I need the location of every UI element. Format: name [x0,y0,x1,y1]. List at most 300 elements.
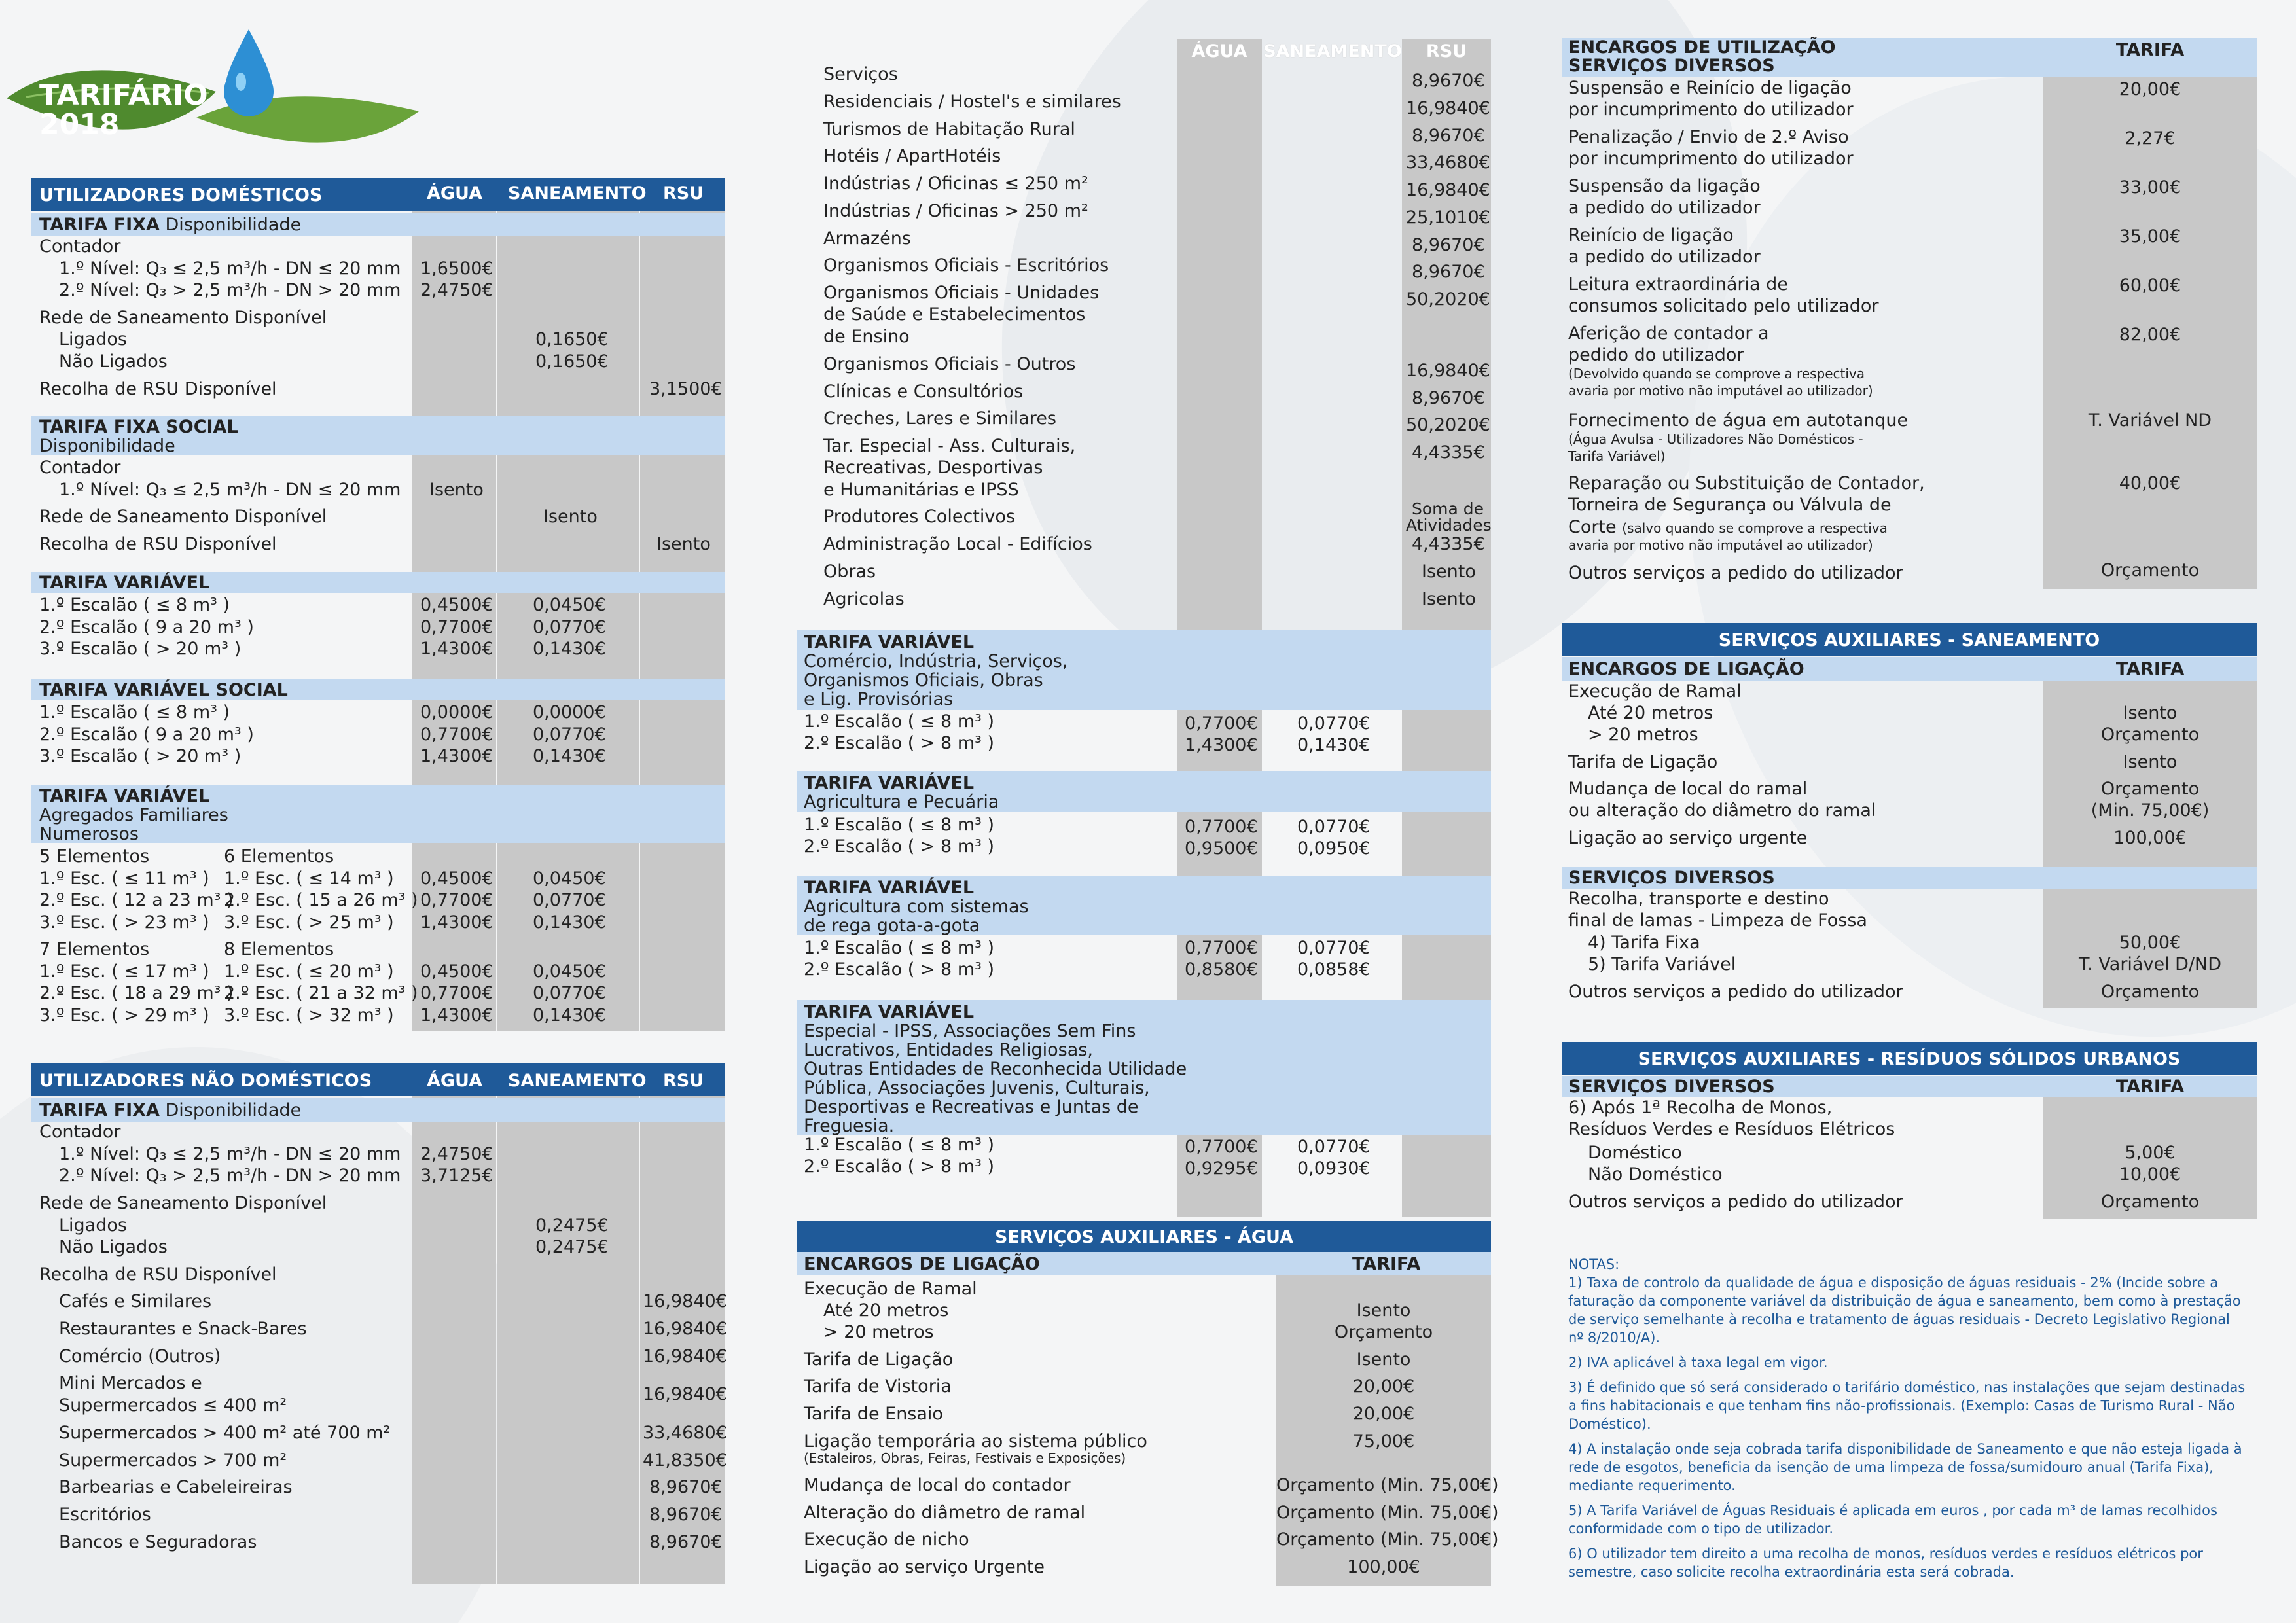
rsu-item-label: Organismos Oficiais - Escritórios [823,255,1109,276]
row-label: 2.º Escalão ( > 8 m³ ) [804,733,995,753]
row-note: (Água Avulsa - Utilizadores Não Domésticos - [1568,431,1863,447]
section-title: TARIFA VARIÁVEL [804,1002,975,1022]
row-label: consumos solicitado pelo utilizador [1568,296,1879,316]
tarifa-value: 100,00€ [2113,828,2187,848]
tarifa-value: Isento [2123,703,2178,723]
note-line: 4) A instalação onde seja cobrada tarifa disponibilidade de Saneamento e que não esteja ligada à [1568,1441,2242,1457]
rsu-value: 8,9670€ [1412,126,1485,146]
section-title: TARIFA VARIÁVEL [804,632,975,652]
section-title: ENCARGOS DE LIGAÇÃO [1568,659,1804,679]
rsu-value: 4,4335€ [1412,442,1485,463]
tarifa-value: 33,00€ [2119,177,2181,198]
group-label: 5 Elementos [39,846,150,866]
rsu-value: 16,9840€ [643,1291,727,1311]
tarifa-value: 20,00€ [1352,1404,1415,1424]
row-label: Até 20 metros [823,1300,949,1321]
row-label: Contador [39,457,121,478]
rsu-item-label: Obras [823,562,876,582]
section-title: SERVIÇOS DIVERSOS [1568,1077,1775,1097]
rsu-item-label: Administração Local - Edifícios [823,534,1092,554]
rsu-value: Atividades [1406,516,1492,535]
agua-value: 1,4300€ [1185,735,1258,755]
tarifa-header: TARIFA [2115,40,2185,60]
tarifa-value: Orçamento [2100,724,2200,745]
note-line: a fins habitacionais e que tenham fins não-profissionais. (Exemplo: Casas de Turismo Rural - Não [1568,1398,2235,1414]
section-title [39,214,301,236]
aux-agua-title: SERVIÇOS AUXILIARES - ÁGUA [995,1227,1293,1247]
saneamento-value: 0,1650€ [535,329,609,349]
section-subtitle: Freguesia. [804,1116,895,1136]
agua-value: 0,4500€ [420,868,493,889]
row-label: Recolha de RSU Disponível [39,534,277,554]
group-label: 8 Elementos [224,939,334,959]
tarifa-value: 5,00€ [2125,1143,2176,1163]
row-label: Rede de Saneamento Disponível [39,308,327,328]
section-title: TARIFA VARIÁVEL [804,773,975,793]
row-label: Fornecimento de água em autotanque [1568,410,1909,431]
rsu-item-label: Supermercados ≤ 400 m² [59,1395,287,1416]
note-item [1568,1353,2257,1372]
rsu-value: Isento [1422,562,1476,582]
saneamento-value: 0,1650€ [535,351,609,372]
agua-value: 1,6500€ [420,259,493,279]
tarifa-value: 100,00€ [1347,1557,1420,1577]
row-label: Resíduos Verdes e Resíduos Elétricos [1568,1119,1895,1139]
row-label: pedido do utilizador [1568,345,1744,365]
saneamento-value: 0,0770€ [1297,938,1371,958]
row-label: 1.º Escalão ( ≤ 8 m³ ) [804,938,995,958]
row-label: 6) Após 1ª Recolha de Monos, [1568,1097,1833,1118]
tarifa-value: Orçamento [2100,779,2200,799]
tarifa-value: 75,00€ [1352,1431,1415,1452]
section-title: ENCARGOS DE LIGAÇÃO [804,1254,1040,1274]
row-label: Contador [39,1122,121,1142]
row-label: final de lamas - Limpeza de Fossa [1568,910,1867,931]
row-label: por incumprimento do utilizador [1568,99,1854,120]
agua-header: ÁGUA [427,1071,483,1091]
row-label: Leitura extraordinária de [1568,274,1788,294]
section-title: TARIFA VARIÁVEL [804,878,975,898]
agua-value: 0,4500€ [420,595,493,615]
rsu-value: 16,9840€ [1406,98,1490,118]
agua-value: 0,7700€ [420,724,493,745]
rsu-item-label: Creches, Lares e Similares [823,408,1056,429]
saneamento-header: SANEAMENTO [508,183,647,204]
rsu-value: 50,2020€ [1406,415,1490,435]
tarifa-value: 10,00€ [2119,1164,2181,1185]
saneamento-value: 0,0770€ [533,983,606,1003]
rsu-item-label: Turismos de Habitação Rural [823,119,1075,139]
tarifa-value: 2,27€ [2125,128,2176,149]
row-note: (Estaleiros, Obras, Feiras, Festivais e Exposições) [804,1450,1126,1466]
tarifa-header: TARIFA [2115,1077,2185,1097]
note-item [1568,1440,2257,1495]
row-note: (Devolvido quando se comprove a respectiva [1568,366,1865,382]
rsu-item-label: Supermercados > 400 m² até 700 m² [59,1423,391,1443]
row-label: Outros serviços a pedido do utilizador [1568,563,1903,583]
rsu-item-label: Barbearias e Cabeleireiras [59,1477,293,1497]
saneamento-column [497,1063,639,1584]
row-label: Mudança de local do contador [804,1475,1071,1495]
tarifa-header: TARIFA [2115,659,2185,679]
tarifa-value: T. Variável ND [2088,410,2212,431]
saneamento-value: 0,0770€ [533,724,606,745]
section-subtitle: Disponibilidade [165,1100,302,1120]
section-title: TARIFA VARIÁVEL [39,573,210,593]
row-label: Reparação ou Substituição de Contador, [1568,473,1925,493]
row-label: Aferição de contador a [1568,323,1769,344]
rsu-value: 8,9670€ [1412,262,1485,282]
tarifa-value: Orçamento [2100,982,2200,1002]
row-label: > 20 metros [1588,724,1698,745]
rsu-value: 8,9670€ [1412,235,1485,255]
tarifa-value: 40,00€ [2119,473,2181,493]
agua-value: 0,7700€ [420,617,493,637]
rsu-item-label: de Saúde e Estabelecimentos [823,304,1086,325]
rsu-item-label: Restaurantes e Snack-Bares [59,1319,307,1339]
row-label: > 20 metros [823,1322,934,1342]
row-label: 1.º Esc. ( ≤ 20 m³ ) [224,961,394,982]
row-label: 2.º Escalão ( > 8 m³ ) [804,959,995,980]
section-subtitle: Especial - IPSS, Associações Sem Fins [804,1021,1136,1041]
saneamento-value: 0,0450€ [533,961,606,982]
tarifa-value: 50,00€ [2119,933,2181,953]
rsu-value: 8,9670€ [649,1532,723,1552]
row-label: 2.º Escalão ( 9 a 20 m³ ) [39,724,254,745]
rsu-item-label: Tar. Especial - Ass. Culturais, [823,436,1076,456]
row-label: 2.º Escalão ( > 8 m³ ) [804,836,995,857]
row-label: 1.º Escalão ( ≤ 8 m³ ) [804,1135,995,1155]
agua-value: 1,4300€ [420,639,493,659]
row-label: Tarifa de Ligação [1568,752,1718,772]
rsu-value: 8,9670€ [649,1505,723,1525]
row-label: Ligação temporária ao sistema público [804,1431,1147,1452]
row-label [1568,516,1888,539]
section-title-text: TARIFA FIXA [39,215,160,235]
agua-value: 0,7700€ [1185,938,1258,958]
row-label: Alteração do diâmetro de ramal [804,1503,1086,1523]
rsu-item-label: Produtores Colectivos [823,507,1015,527]
note-line: 1) Taxa de controlo da qualidade de água e disposição de águas residuais - 2% (Incide sobre a [1568,1275,2219,1291]
row-label: Não Ligados [59,1237,168,1257]
tarifa-value: (Min. 75,00€) [2090,800,2210,821]
notes-title: NOTAS: [1568,1257,1620,1272]
tarifa-value: Orçamento [2100,560,2200,580]
rsu-item-label: Serviços [823,64,898,84]
saneamento-value: 0,0770€ [533,890,606,910]
tarifa-value: Isento [1356,1349,1411,1370]
note-line: 5) A Tarifa Variável de Águas Residuais é aplicada em euros , por cada m³ de lamas recolhidos [1568,1503,2217,1518]
rsu-value: 16,9840€ [1406,180,1490,200]
section-title: SERVIÇOS DIVERSOS [1568,56,1775,76]
row-label: Ligados [59,329,127,349]
rsu-value: 16,9840€ [643,1384,727,1404]
row-label: 3.º Escalão ( > 20 m³ ) [39,639,242,659]
saneamento-value: 0,0000€ [533,702,606,722]
row-label: Execução de Ramal [1568,681,1742,702]
row-label: Outros serviços a pedido do utilizador [1568,982,1903,1002]
row-label: 3.º Esc. ( > 29 m³ ) [39,1005,209,1026]
rsu-item-label: Organismos Oficiais - Outros [823,354,1076,374]
rsu-value: Soma de [1412,499,1484,518]
section-subtitle: Disponibilidade [39,436,175,456]
tarifa-value: 35,00€ [2119,226,2181,247]
row-label: Não Ligados [59,351,168,372]
section-subtitle: de rega gota-a-gota [804,916,980,936]
row-label: Rede de Saneamento Disponível [39,507,327,527]
section-subtitle: Lucrativos, Entidades Religiosas, [804,1040,1093,1060]
row-label: 5) Tarifa Variável [1588,954,1736,974]
agua-value: 0,7700€ [1185,1137,1258,1157]
agua-column [412,1063,496,1584]
saneamento-header: SANEAMENTO [508,1071,647,1091]
rsu-item-label: Armazéns [823,228,911,249]
rsu-item-label: e Humanitárias e IPSS [823,480,1019,500]
rsu-item-label: Comércio (Outros) [59,1346,221,1366]
note-line: faturação da componente variável da distribuição de água e saneamento, bem como à prestação [1568,1293,2241,1309]
agua-header: ÁGUA [427,183,483,204]
row-label: Doméstico [1588,1143,1682,1163]
note-line: 2) IVA aplicável à taxa legal em vigor. [1568,1355,1828,1370]
rsu-value: 8,9670€ [1412,388,1485,408]
rsu-value: Isento [656,534,711,554]
row-note: Tarifa Variável) [1568,448,1666,464]
row-label: 1.º Escalão ( ≤ 8 m³ ) [39,702,230,722]
note-line: Doméstico). [1568,1416,1651,1432]
saneamento-header: SANEAMENTO [1263,41,1402,62]
saneamento-value: 0,0858€ [1297,959,1371,980]
agua-value: Isento [429,480,484,500]
saneamento-value: 0,0770€ [1297,817,1371,837]
rsu-item-label: Agricolas [823,589,905,609]
rsu-header: RSU [663,1071,704,1091]
rsu-item-label: Bancos e Seguradoras [59,1532,257,1552]
saneamento-value: 0,0770€ [533,617,606,637]
aux-saneamento-title: SERVIÇOS AUXILIARES - SANEAMENTO [1718,630,2100,651]
rsu-value: 4,4335€ [1412,534,1485,554]
section-title: SERVIÇOS DIVERSOS [1568,868,1775,888]
agua-header: ÁGUA [1191,41,1247,62]
row-label: 1.º Nível: Q₃ ≤ 2,5 m³/h - DN ≤ 20 mm [59,259,401,279]
tarifa-value: 20,00€ [1352,1376,1415,1397]
row-label: Recolha, transporte e destino [1568,889,1829,909]
row-label: a pedido do utilizador [1568,247,1761,267]
row-label: 1.º Nível: Q₃ ≤ 2,5 m³/h - DN ≤ 20 mm [59,480,401,500]
rsu-item-label: Clínicas e Consultórios [823,382,1024,402]
rsu-value: 25,1010€ [1406,207,1490,228]
rsu-item-label: de Ensino [823,327,910,347]
rsu-value: 33,4680€ [643,1423,727,1443]
tarifa-value: Isento [1356,1300,1411,1321]
row-label: Outros serviços a pedido do utilizador [1568,1192,1903,1212]
row-label: Contador [39,236,121,257]
note-line: 3) É definido que só será considerado o tarifário doméstico, nas instalações que sejam destinadas [1568,1380,2246,1395]
row-label: Execução de Ramal [804,1279,977,1299]
rsu-value: 50,2020€ [1406,289,1490,310]
note-line: mediante requerimento. [1568,1478,1736,1493]
rsu-header: RSU [663,183,704,204]
row-label: 3.º Escalão ( > 20 m³ ) [39,746,242,766]
saneamento-value: 0,0450€ [533,595,606,615]
row-label: Ligação ao serviço Urgente [804,1557,1045,1577]
row-label: Não Doméstico [1588,1164,1723,1185]
row-label: 1.º Escalão ( ≤ 8 m³ ) [804,815,995,835]
row-label: ou alteração do diâmetro do ramal [1568,800,1876,821]
rsu-item-label: Supermercados > 700 m² [59,1450,287,1471]
section-subtitle: Outras Entidades de Reconhecida Utilidade [804,1059,1187,1079]
rsu-value: 41,8350€ [643,1450,727,1471]
domestic-header-label: UTILIZADORES DOMÉSTICOS [39,185,323,205]
rsu-item-label: Hotéis / ApartHotéis [823,146,1001,166]
row-label: 2.º Escalão ( > 8 m³ ) [804,1156,995,1177]
rsu-value: Isento [1422,589,1476,609]
group-label: 6 Elementos [224,846,334,866]
rsu-value: 33,4680€ [1406,152,1490,173]
row-label: 1.º Escalão ( ≤ 8 m³ ) [804,711,995,732]
row-label: 1.º Escalão ( ≤ 8 m³ ) [39,595,230,615]
rsu-header: RSU [1426,41,1467,62]
notes-section [1568,1255,2257,1581]
row-label: a pedido do utilizador [1568,198,1761,218]
tarifa-value: 82,00€ [2119,325,2181,345]
row-label: por incumprimento do utilizador [1568,149,1854,169]
row-label: 2.º Esc. ( 12 a 23 m³ ) [39,890,234,910]
saneamento-value: Isento [543,507,598,527]
agua-value: 0,7700€ [420,983,493,1003]
aux-rsu-title: SERVIÇOS AUXILIARES - RESÍDUOS SÓLIDOS URBANOS [1638,1049,2181,1069]
rsu-value: 16,9840€ [643,1319,727,1339]
section-title: ENCARGOS DE UTILIZAÇÃO [1568,37,1836,58]
row-label: 1.º Esc. ( ≤ 17 m³ ) [39,961,209,982]
row-label: Ligados [59,1215,127,1236]
agua-value: 3,7125€ [420,1166,493,1186]
rsu-value: 8,9670€ [1412,71,1485,91]
row-label: Suspensão da ligação [1568,176,1761,196]
row-label: Penalização / Envio de 2.º Aviso [1568,127,1849,147]
note-item [1568,1378,2257,1433]
rsu-value: 16,9840€ [1406,361,1490,381]
note-line: conformidade com o tipo de utilizador. [1568,1521,1834,1537]
agua-value: 0,4500€ [420,961,493,982]
row-label: Mudança de local do ramal [1568,779,1808,799]
tarifa-value: T. Variável D/ND [2078,954,2222,974]
agua-value: 1,4300€ [420,746,493,766]
saneamento-value: 0,1430€ [533,746,606,766]
tarifa-header: TARIFA [1352,1254,1421,1274]
row-label: Tarifa de Ensaio [804,1404,943,1424]
row-label: 2.º Nível: Q₃ > 2,5 m³/h - DN > 20 mm [59,280,401,300]
tarifa-value: Orçamento (Min. 75,00€) [1276,1503,1499,1523]
rsu-item-label: Recreativas, Desportivas [823,457,1043,478]
row-label: 2.º Esc. ( 18 a 29 m³ ) [39,983,234,1003]
section-subtitle: Numerosos [39,824,139,844]
row-label: Tarifa de Ligação [804,1349,954,1370]
section-subtitle: Agricultura com sistemas [804,897,1029,917]
rsu-column [640,183,725,1031]
agua-value: 2,4750€ [420,1144,493,1164]
note-item [1568,1274,2257,1347]
saneamento-value: 0,2475€ [535,1215,609,1236]
agua-value: 0,7700€ [1185,713,1258,734]
section-subtitle: Pública, Associações Juvenis, Culturais, [804,1078,1150,1098]
row-label: 2.º Nível: Q₃ > 2,5 m³/h - DN > 20 mm [59,1166,401,1186]
row-label: Reinício de ligação [1568,225,1734,245]
saneamento-value: 0,1430€ [533,639,606,659]
rsu-item-label: Organismos Oficiais - Unidades [823,283,1100,303]
section-title: TARIFA FIXA SOCIAL [39,417,238,437]
saneamento-value: 0,2475€ [535,1237,609,1257]
note-line: 6) O utilizador tem direito a uma recolha de monos, resíduos verdes e resíduos elétricos por [1568,1546,2203,1561]
section-subtitle: e Lig. Provisórias [804,689,954,709]
row-label: Tarifa de Vistoria [804,1376,952,1397]
row-note: (salvo quando se comprove a respectiva [1622,520,1888,536]
row-label: 1.º Esc. ( ≤ 11 m³ ) [39,868,209,889]
note-line: semestre, caso solicite recolha extraordinária esta será cobrada. [1568,1564,2015,1580]
agua-value: 0,7700€ [420,890,493,910]
row-label-text: Corte [1568,517,1617,537]
row-label: 3.º Esc. ( > 32 m³ ) [224,1005,394,1026]
tarifa-value: 60,00€ [2119,276,2181,296]
saneamento-value: 0,0930€ [1297,1158,1371,1179]
tarifa-value: Orçamento (Min. 75,00€) [1276,1529,1499,1550]
group-label: 7 Elementos [39,939,150,959]
row-label: Suspensão e Reinício de ligação [1568,78,1852,98]
agua-value: 0,9295€ [1185,1158,1258,1179]
saneamento-value: 0,1430€ [533,912,606,933]
rsu-item-label: Cafés e Similares [59,1291,212,1311]
row-label: 2.º Esc. ( 21 a 32 m³ ) [224,983,418,1003]
tarifa-value: Orçamento [1334,1322,1433,1342]
tarifa-value: Orçamento (Min. 75,00€) [1276,1475,1499,1495]
section-title: TARIFA VARIÁVEL SOCIAL [39,680,288,700]
agua-value: 0,0000€ [420,702,493,722]
row-label: Ligação ao serviço urgente [1568,828,1808,848]
section-subtitle: Agregados Familiares [39,805,228,825]
row-label: Até 20 metros [1588,703,1713,723]
brand-year: 2018 [39,108,120,141]
row-note: avaria por motivo não imputável ao utilizador) [1568,537,1873,553]
row-label: 4) Tarifa Fixa [1588,933,1700,953]
section-title: TARIFA VARIÁVEL [39,786,210,806]
section-subtitle: Desportivas e Recreativas e Juntas de [804,1097,1139,1117]
row-label: 1.º Nível: Q₃ ≤ 2,5 m³/h - DN ≤ 20 mm [59,1144,401,1164]
note-line: de serviço semelhante à recolha e tratamento de águas residuais - Decreto Legislativo Regional [1568,1311,2230,1327]
row-label: 3.º Esc. ( > 23 m³ ) [39,912,209,933]
section-subtitle: Disponibilidade [165,215,302,235]
agua-value: 1,4300€ [420,1005,493,1026]
row-label: Rede de Saneamento Disponível [39,1193,327,1213]
section-subtitle: Comércio, Indústria, Serviços, [804,651,1068,671]
row-label: Torneira de Segurança ou Válvula de [1568,495,1892,515]
row-label: Execução de nicho [804,1529,969,1550]
row-label: 2.º Esc. ( 15 a 26 m³ ) [224,890,418,910]
saneamento-value: 0,0770€ [1297,713,1371,734]
row-label: 1.º Esc. ( ≤ 14 m³ ) [224,868,394,889]
rsu-value: 16,9840€ [643,1346,727,1366]
rsu-value: 8,9670€ [649,1477,723,1497]
row-note: avaria por motivo não imputável ao utilizador) [1568,383,1873,399]
saneamento-value: 0,0770€ [1297,1137,1371,1157]
rsu-item-label: Escritórios [59,1505,151,1525]
brand-title: TARIFÁRIO [39,79,208,112]
tarifa-value: Isento [2123,752,2178,772]
section-subtitle: Organismos Oficiais, Obras [804,670,1043,690]
saneamento-value: 0,0950€ [1297,838,1371,859]
non-domestic-header-label: UTILIZADORES NÃO DOMÉSTICOS [39,1071,372,1091]
section-subtitle: Agricultura e Pecuária [804,792,999,812]
row-label: 3.º Esc. ( > 25 m³ ) [224,912,394,933]
agua-value: 0,9500€ [1185,838,1258,859]
